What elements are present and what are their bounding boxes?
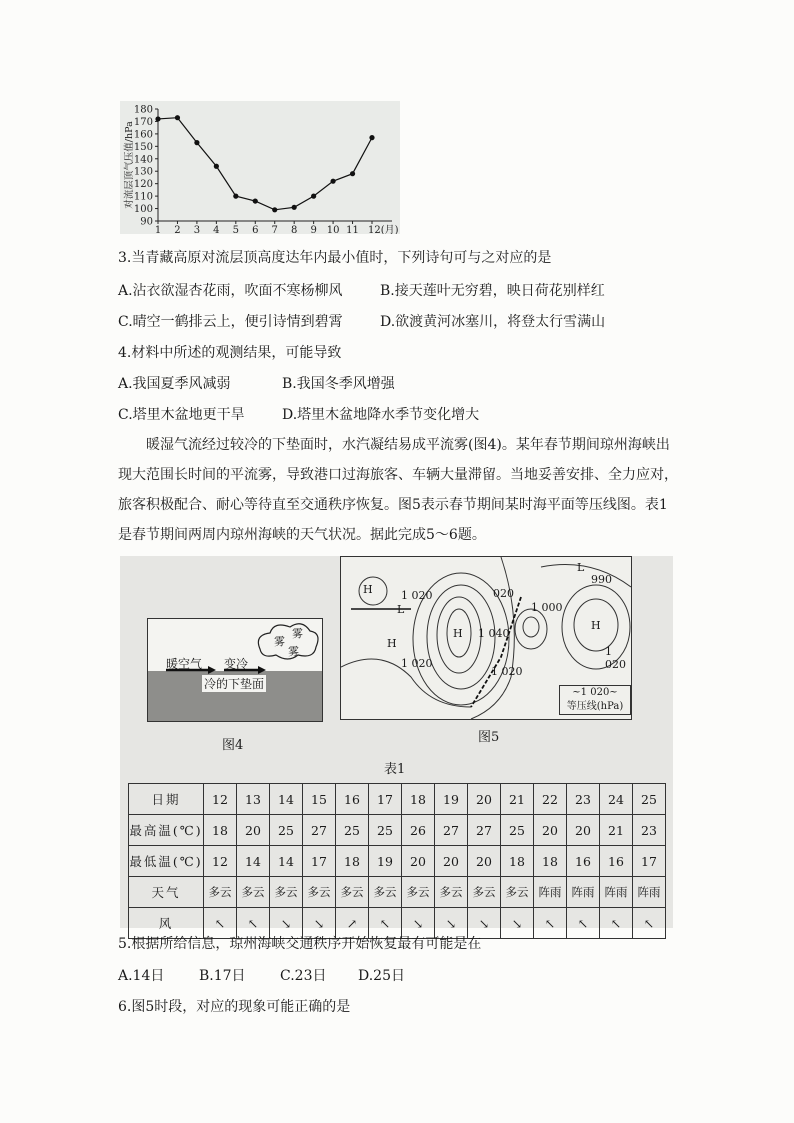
x-tick-label: 3 [193, 225, 201, 234]
figure-4-advection-fog [147, 618, 323, 722]
x-tick-label: 12(月) [368, 225, 399, 234]
table-cell: 19 [369, 846, 402, 877]
q4-option-c[interactable]: C.塔里木盆地更干旱 [118, 407, 245, 423]
row-header: 最高温(℃) [129, 815, 204, 846]
table-cell: 14 [237, 846, 270, 877]
isobar-label-2: 1 020 [401, 657, 433, 670]
x-tick-label: 11 [346, 225, 359, 234]
isobar-label-4: 020 [493, 587, 514, 600]
table-cell: 20 [468, 784, 501, 815]
data-point [253, 198, 258, 203]
y-tick-label: 120 [133, 179, 153, 191]
q5-option-b[interactable]: B.17日 [199, 968, 246, 984]
y-tick-label: 180 [133, 104, 153, 116]
table-cell: 27 [468, 815, 501, 846]
table-cell: 多云 [369, 877, 402, 908]
q4-option-d[interactable]: D.塔里木盆地降水季节变化增大 [282, 407, 480, 423]
table-cell: 20 [468, 846, 501, 877]
isobar-label-8: 1 020 [491, 665, 523, 678]
weather-row [129, 877, 666, 908]
table-cell: 20 [237, 815, 270, 846]
table-cell: 27 [435, 815, 468, 846]
cooling-label: 变冷 [224, 657, 249, 671]
table-cell: 20 [567, 815, 600, 846]
table-cell: 25 [633, 784, 666, 815]
table-cell: 18 [204, 815, 237, 846]
y-tick-label: 110 [133, 191, 153, 203]
q5-option-c[interactable]: C.23日 [280, 968, 327, 984]
q3-option-a[interactable]: A.沾衣欲湿杏花雨，吹面不寒杨柳风 [118, 283, 343, 299]
table-cell: ↖ [633, 908, 666, 939]
y-tick-label: 150 [133, 141, 153, 153]
y-axis-label: 对流层顶气压值/hPa [124, 121, 135, 209]
table-cell: 15 [303, 784, 336, 815]
table-cell: ↖ [237, 908, 270, 939]
table-cell: 21 [501, 784, 534, 815]
x-tick-label: 1 [154, 225, 162, 234]
low-pressure-2: L [577, 561, 585, 574]
data-point [175, 115, 180, 120]
table-cell: ↘ [270, 908, 303, 939]
table-cell: 多云 [468, 877, 501, 908]
data-point [272, 207, 277, 212]
y-tick-label: 100 [133, 204, 153, 216]
table-cell: 20 [534, 815, 567, 846]
high-pressure-3: H [453, 627, 463, 640]
table-cell: 阵雨 [567, 877, 600, 908]
table-cell: 23 [567, 784, 600, 815]
table-cell: 16 [567, 846, 600, 877]
x-tick-label: 9 [310, 225, 317, 234]
y-tick-label: 140 [133, 154, 153, 166]
table-cell: 12 [204, 846, 237, 877]
y-tick-label: 170 [133, 116, 153, 128]
table-cell: 25 [501, 815, 534, 846]
table-cell: ↘ [435, 908, 468, 939]
warm-air-label: 暖空气 [166, 657, 203, 671]
table-cell: 17 [303, 846, 336, 877]
row-header: 风 [129, 908, 204, 939]
table-cell: 18 [534, 846, 567, 877]
table-cell: ↘ [468, 908, 501, 939]
table-cell: 14 [270, 784, 303, 815]
table-cell: ↖ [204, 908, 237, 939]
isobar-label-3: 1 040 [478, 627, 510, 640]
x-tick-label: 4 [213, 225, 220, 234]
isobar-label-1: 1 020 [401, 589, 433, 602]
y-tick-label: 160 [133, 129, 153, 141]
figure-5-caption: 图5 [478, 730, 500, 745]
x-tick-label: 2 [174, 225, 181, 234]
table-1-caption: 表1 [384, 762, 406, 777]
data-point [214, 164, 219, 169]
data-point [155, 116, 160, 121]
y-tick-label: 90 [140, 216, 153, 228]
q3-option-d[interactable]: D.欲渡黄河冰塞川，将登太行雪满山 [380, 314, 606, 330]
table-cell: 16 [600, 846, 633, 877]
high-pressure-4: H [591, 619, 601, 632]
q3-option-b[interactable]: B.接天莲叶无穷碧，映日荷花别样红 [380, 283, 605, 299]
y-tick-label: 130 [133, 166, 153, 178]
table-cell: 阵雨 [534, 877, 567, 908]
data-point [350, 171, 355, 176]
table-cell: 18 [402, 784, 435, 815]
data-point [194, 140, 199, 145]
cold-surface-label: 冷的下垫面 [204, 677, 265, 691]
q6-stem: 6.图5时段，对应的现象可能正确的是 [118, 999, 351, 1015]
data-point [311, 194, 316, 199]
series-line [158, 118, 372, 210]
table-cell: 17 [633, 846, 666, 877]
x-tick-label: 8 [290, 225, 298, 234]
x-tick-label: 6 [252, 225, 259, 234]
table-cell: 多云 [270, 877, 303, 908]
high-pressure-1: H [363, 583, 373, 596]
table-cell: 17 [369, 784, 402, 815]
high-temp-row [129, 815, 666, 846]
q5-stem: 5.根据所给信息，琼州海峡交通秩序开始恢复最有可能是在 [118, 936, 482, 952]
figure-4-caption: 图4 [222, 738, 244, 753]
table-cell: 14 [270, 846, 303, 877]
x-tick-label: 10 [326, 225, 340, 234]
table-cell: ↘ [303, 908, 336, 939]
isobar-legend-line: ~1 020~ [572, 687, 618, 698]
q5-option-a[interactable]: A.14日 [118, 968, 165, 984]
fog-label-3: 雾 [288, 645, 299, 658]
table-cell: 18 [336, 846, 369, 877]
row-header: 最低温(℃) [129, 846, 204, 877]
table-cell: 12 [204, 784, 237, 815]
table-cell: 23 [633, 815, 666, 846]
isobar-label-6: 990 [591, 573, 612, 586]
q4-stem: 4.材料中所述的观测结果，可能导致 [118, 345, 342, 361]
table-cell: 阵雨 [633, 877, 666, 908]
table-cell: 13 [237, 784, 270, 815]
data-point [292, 205, 297, 210]
isobar-legend [559, 685, 631, 715]
table-cell: 20 [435, 846, 468, 877]
table-cell: 20 [402, 846, 435, 877]
low-temp-row [129, 846, 666, 877]
weather-table [128, 783, 666, 939]
table-cell: ↘ [402, 908, 435, 939]
figure-5-isobar-map [340, 556, 632, 720]
table-cell: 19 [435, 784, 468, 815]
table-cell: 多云 [402, 877, 435, 908]
table-cell: ↘ [501, 908, 534, 939]
table-cell: ↖ [534, 908, 567, 939]
table-cell: ↖ [567, 908, 600, 939]
row-header: 日期 [129, 784, 204, 815]
chart-canvas [120, 101, 400, 234]
table-cell: 多云 [336, 877, 369, 908]
table-cell: 阵雨 [600, 877, 633, 908]
table-cell: 25 [369, 815, 402, 846]
table-cell: 16 [336, 784, 369, 815]
table-cell: 多云 [237, 877, 270, 908]
table-cell: 多云 [204, 877, 237, 908]
table-cell: 24 [600, 784, 633, 815]
table-cell: 27 [303, 815, 336, 846]
q3-stem: 3.当青藏高原对流层顶高度达年内最小值时，下列诗句可与之对应的是 [118, 250, 552, 266]
table-cell: 22 [534, 784, 567, 815]
pressure-line-chart [120, 101, 400, 234]
table-cell: 多云 [501, 877, 534, 908]
table-cell: 25 [336, 815, 369, 846]
high-pressure-2: H [387, 637, 397, 650]
isobar-legend-unit: 等压线(hPa) [566, 701, 624, 712]
data-point [233, 194, 238, 199]
table-cell: ↗ [336, 908, 369, 939]
table-cell: 18 [501, 846, 534, 877]
x-tick-label: 5 [232, 225, 240, 234]
x-tick-label: 7 [271, 225, 278, 234]
q4-option-a[interactable]: A.我国夏季风减弱 [118, 376, 231, 392]
table-cell: 26 [402, 815, 435, 846]
isobar-label-5: 1 000 [531, 601, 563, 614]
data-point [369, 135, 374, 140]
date-row [129, 784, 666, 815]
table-cell: 多云 [435, 877, 468, 908]
table-cell: 25 [270, 815, 303, 846]
q5-option-d[interactable]: D.25日 [358, 968, 405, 984]
table-cell: 多云 [303, 877, 336, 908]
passage-text: 暖湿气流经过较冷的下垫面时，水汽凝结易成平流雾(图4)。某年春节期间琼州海峡出现大范围长时间的平流雾，导致港口过海旅客、车辆大量滞留。当地妥善安排、全力应对，旅客积极配合、耐心等待直至交通秩序恢复。图5表示春节期间某时海平面等压线图。表1是春节期间两周内琼州海峡的天气状况。据此完成5～6题。 [118, 437, 678, 543]
fog-label-2: 雾 [292, 627, 303, 640]
table-cell: 21 [600, 815, 633, 846]
fog-label-1: 雾 [274, 635, 285, 648]
q4-option-b[interactable]: B.我国冬季风增强 [282, 376, 395, 392]
q3-option-c[interactable]: C.晴空一鹤排云上，便引诗情到碧霄 [118, 314, 343, 330]
low-pressure-1: L [397, 603, 405, 616]
row-header: 天气 [129, 877, 204, 908]
table-cell: ↖ [600, 908, 633, 939]
isobar-label-7: 1 020 [605, 645, 626, 671]
data-point [330, 179, 335, 184]
table-cell: ↖ [369, 908, 402, 939]
